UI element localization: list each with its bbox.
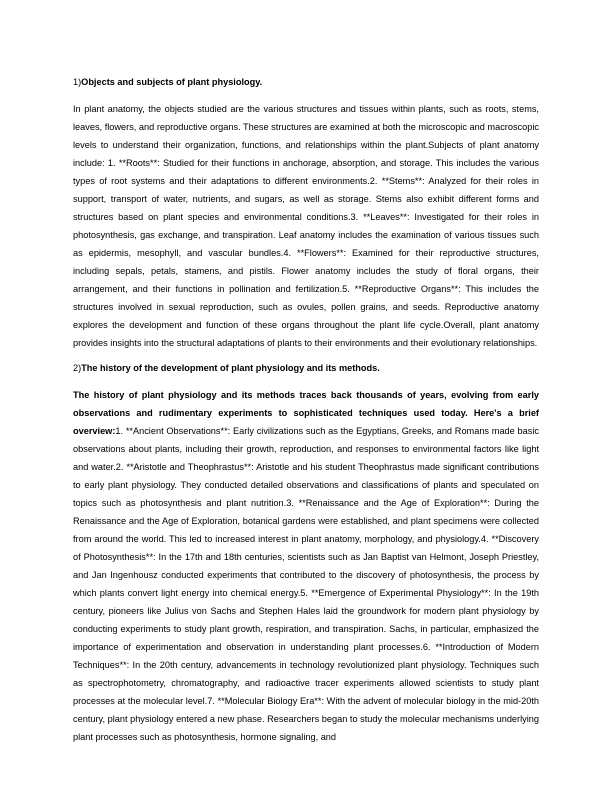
section-1-title: Objects and subjects of plant physiology. xyxy=(81,77,263,87)
section-1-body: In plant anatomy, the objects studied are the various structures and tissues within plants, such as roots, stems, leaves, flowers, and reproductive organs. These structures are examined at both the microscopic and macroscopic levels to understand their organization, functions, and relationships within the plant.Subjects of plant anatomy include: 1. **Roots**: Studied for their functions in anchorage, absorption, and storage. This includes the various types of root systems and their adaptations to different environments.2. **Stems**: Analyzed for their roles in support, transport of water, nutrients, and sugars, as well as storage. Stems also exhibit different forms and structures based on plant species and environmental conditions.3. **Leaves**: Investigated for their roles in photosynthesis, gas exchange, and transpiration. Leaf anatomy includes the examination of various tissues such as epidermis, mesophyll, and vascular bundles.4. **Flowers**: Examined for their reproductive structures, including sepals, petals, stamens, and pistils. Flower anatomy includes the study of floral organs, their arrangement, and their functions in pollination and fertilization.5. **Reproductive Organs**: This includes the structures involved in sexual reproduction, such as ovules, pollen grains, and seeds. Reproductive anatomy explores the development and function of these organs throughout the plant life cycle.Overall, plant anatomy provides insights into the structural adaptations of plants to their environments and their evolutionary relationships. xyxy=(73,104,539,348)
section-2-lead: The history of plant physiology and its methods traces back thousands of years, evolving from early observations and rudimentary experiments to sophisticated techniques used today. Here's a brief overview: xyxy=(73,390,539,436)
section-1-number: 1) xyxy=(73,77,82,87)
section-2-title: The history of the development of plant physiology and its methods. xyxy=(81,363,380,373)
section-2-heading xyxy=(73,360,539,376)
section-2-number: 2) xyxy=(73,363,82,373)
section-2-body-paragraph xyxy=(73,386,539,746)
section-2-body: 1. **Ancient Observations**: Early civilizations such as the Egyptians, Greeks, and Romans made basic observations about plants, including their growth, reproduction, and responses to environmental factors like light and water.2. **Aristotle and Theophrastus**: Aristotle and his student Theophrastus made significant contributions to early plant physiology. They conducted detailed observations and classifications of plants and speculated on topics such as photosynthesis and plant nutrition.3. **Renaissance and the Age of Exploration**: During the Renaissance and the Age of Exploration, botanical gardens were established, and plant specimens were collected from around the world. This led to increased interest in plant anatomy, morphology, and physiology.4. **Discovery of Photosynthesis**: In the 17th and 18th centuries, scientists such as Jan Baptist van Helmont, Joseph Priestley, and Jan Ingenhousz conducted experiments that contributed to the discovery of photosynthesis, the process by which plants convert light energy into chemical energy.5. **Emergence of Experimental Physiology**: In the 19th century, pioneers like Julius von Sachs and Stephen Hales laid the groundwork for modern plant physiology by conducting experiments to study plant growth, respiration, and transpiration. Sachs, in particular, emphasized the importance of experimentation and observation in understanding plant processes.6. **Introduction of Modern Techniques**: In the 20th century, advancements in technology revolutionized plant physiology. Techniques such as spectrophotometry, chromatography, and radioactive tracer experiments allowed scientists to study plant processes at the molecular level.7. **Molecular Biology Era**: With the advent of molecular biology in the mid-20th century, plant physiology entered a new phase. Researchers began to study the molecular mechanisms underlying plant processes such as photosynthesis, hormone signaling, and xyxy=(73,426,539,742)
section-1-heading xyxy=(73,74,539,90)
